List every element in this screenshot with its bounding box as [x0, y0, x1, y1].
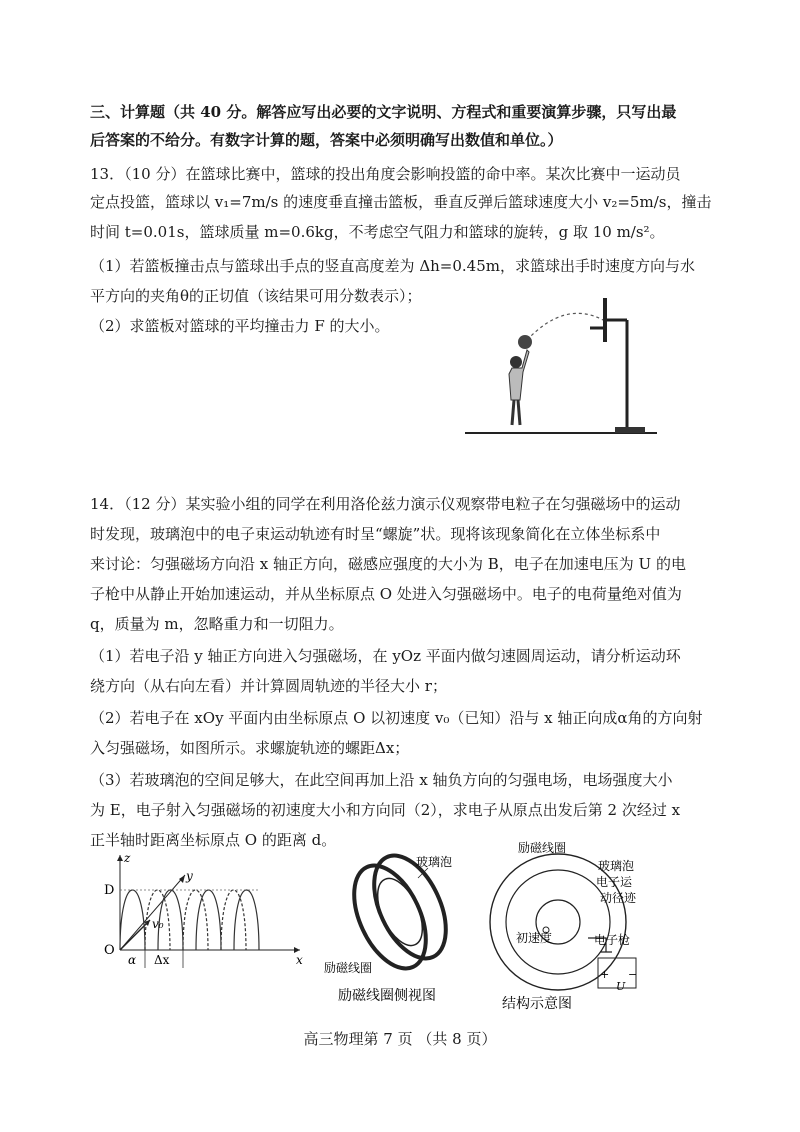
basketball — [518, 335, 532, 349]
label-path-2: 动径迹 — [600, 891, 637, 905]
q13-part1-line1: （1）若篮板撞击点与篮球出手点的竖直高度差为 Δh=0.45m，求篮球出手时速度方向与水 — [90, 257, 695, 275]
label-y: y — [186, 869, 193, 883]
q13-part2: （2）求篮板对篮球的平均撞击力 F 的大小。 — [90, 317, 390, 335]
label-d: D — [104, 883, 115, 898]
bulb-circle — [506, 870, 610, 974]
label-delta-x: Δx — [154, 953, 170, 967]
label-u: U — [616, 980, 626, 993]
q14-line2: 时发现，玻璃泡中的电子束运动轨迹有时呈“螺旋”状。现将该现象简化在立体坐标系中 — [90, 525, 661, 543]
label-v0: v₀ — [152, 917, 164, 931]
caption-coil-side-view: 励磁线圈侧视图 — [338, 988, 436, 1004]
q14-part1-line1: （1）若电子沿 y 轴正方向进入匀强磁场，在 yOz 平面内做匀速圆周运动，请分析运动环 — [90, 647, 681, 665]
q13-line3: 时间 t=0.01s，篮球质量 m=0.6kg，不考虑空气阻力和篮球的旋转，g 取 10 m/s²。 — [90, 223, 665, 241]
q14-line1: 14．（12 分）某实验小组的同学在利用洛伦兹力演示仪观察带电粒子在匀强磁场中的运动 — [90, 495, 681, 513]
label-initial-velocity: 初速度 — [516, 931, 553, 945]
y-axis — [120, 875, 185, 950]
caption-structure: 结构示意图 — [502, 996, 572, 1012]
q13-line2: 定点投篮，篮球以 v₁=7m/s 的速度垂直撞击篮板，垂直反弹后篮球速度大小 v₂=5m/s，撞击 — [90, 193, 712, 211]
label-coil: 励磁线圈 — [518, 841, 567, 855]
label-x: x — [296, 953, 303, 967]
label-glass-bulb: 玻璃泡 — [416, 855, 453, 869]
q14-line4: 子枪中从静止开始加速运动，并从坐标原点 O 处进入匀强磁场中。电子的电荷量绝对值为 — [90, 585, 682, 603]
section-header-line1: 三、计算题（共 40 分。解答应写出必要的文字说明、方程式和重要演算步骤，只写出最 — [90, 103, 677, 121]
q13-line1: 13．（10 分）在篮球比赛中，篮球的投出角度会影响投篮的命中率。某次比赛中一运动员 — [90, 165, 681, 183]
helix-curve — [120, 890, 259, 950]
q14-part2-line1: （2）若电子在 xOy 平面内由坐标原点 O 以初速度 v₀（已知）沿与 x 轴正向成α角的方向射 — [90, 709, 703, 727]
q14-line5: q，质量为 m，忽略重力和一切阻力。 — [90, 615, 344, 633]
coil-side-view-figure — [320, 852, 470, 1012]
section-header-line2: 后答案的不给分。有数字计算的题，答案中必须明确写出数值和单位。） — [90, 131, 563, 149]
q14-part3-line3: 正半轴时距离坐标原点 O 的距离 d。 — [90, 831, 337, 849]
player — [509, 350, 529, 425]
basketball-figure — [465, 290, 665, 440]
label-alpha: α — [128, 953, 137, 967]
label-coil: 励磁线圈 — [324, 961, 373, 975]
label-bulb: 玻璃泡 — [598, 859, 635, 873]
page-footer: 高三物理第 7 页 （共 8 页） — [303, 1030, 497, 1048]
label-path-1: 电子运 — [596, 875, 633, 889]
q14-part3-line1: （3）若玻璃泡的空间足够大，在此空间再加上沿 x 轴负方向的匀强电场，电场强度大小 — [90, 771, 673, 789]
q14-line3: 来讨论：匀强磁场方向沿 x 轴正方向，磁感应强度的大小为 B，电子在加速电压为 U 的电 — [90, 555, 686, 573]
label-electron-gun: 电子枪 — [594, 933, 631, 947]
hoop-base — [615, 427, 645, 433]
q13-part1-line2: 平方向的夹角θ的正切值（该结果可用分数表示）； — [90, 287, 422, 305]
helix-trajectory-figure — [100, 850, 310, 980]
label-minus: − — [628, 968, 638, 981]
structure-schematic-figure — [488, 840, 658, 1012]
label-z: z — [124, 851, 131, 865]
q14-part3-line2: 为 E，电子射入匀强磁场的初速度大小和方向同（2），求电子从原点出发后第 2 次经过 x — [90, 801, 681, 819]
q14-part1-line2: 绕方向（从右向左看）并计算圆周轨迹的半径大小 r； — [90, 677, 447, 695]
q14-part2-line2: 入匀强磁场，如图所示。求螺旋轨迹的螺距Δx； — [90, 739, 410, 757]
label-plus: + — [600, 968, 610, 981]
label-origin: O — [104, 943, 115, 958]
